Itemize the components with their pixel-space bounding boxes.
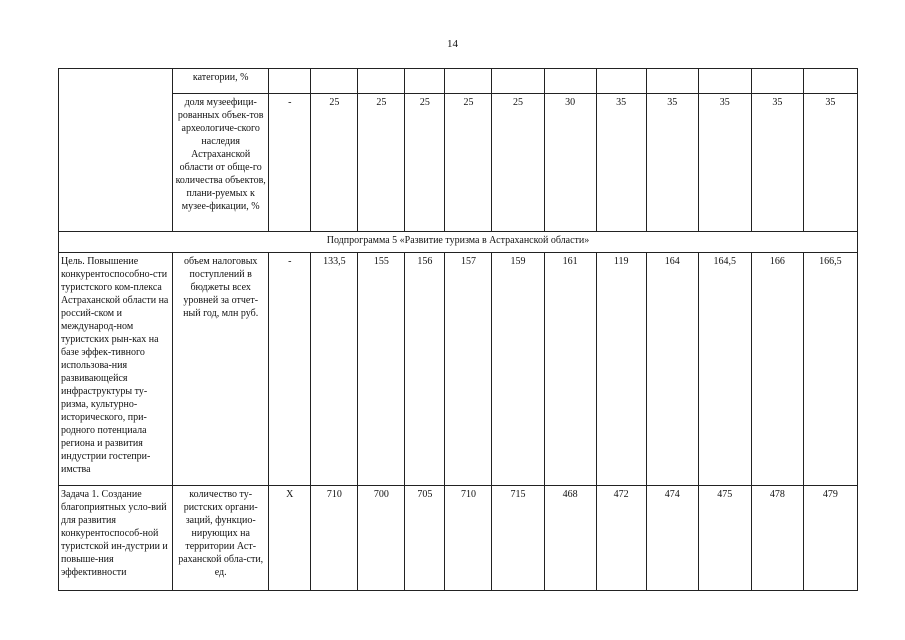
value-cell: 25 <box>405 94 445 232</box>
value-cell <box>803 69 857 94</box>
value-cell: - <box>269 253 311 486</box>
value-cell: 25 <box>445 94 492 232</box>
value-cell: 119 <box>596 253 646 486</box>
value-cell: 155 <box>358 253 405 486</box>
value-cell <box>311 69 358 94</box>
value-cell: 166,5 <box>803 253 857 486</box>
table-row <box>59 253 858 486</box>
value-cell: 157 <box>445 253 492 486</box>
indicators-table <box>58 68 858 591</box>
value-cell: 475 <box>698 486 751 591</box>
value-cell: 166 <box>751 253 803 486</box>
value-cell <box>269 69 311 94</box>
value-cell: 164 <box>646 253 698 486</box>
value-cell: 159 <box>492 253 544 486</box>
indicator-cell: объем налоговых поступлений в бюджеты всех уровней за отчет-ный год, млн руб. <box>173 253 269 486</box>
value-cell: 35 <box>803 94 857 232</box>
value-cell: 156 <box>405 253 445 486</box>
indicator-cell: количество ту-ристских органи-заций, функцио-нирующих на территории Аст-раханской обла-сти, ед. <box>173 486 269 591</box>
value-cell: 133,5 <box>311 253 358 486</box>
value-cell: 478 <box>751 486 803 591</box>
subprogram-row <box>59 232 858 253</box>
value-cell: 705 <box>405 486 445 591</box>
value-cell <box>751 69 803 94</box>
table-row <box>59 94 858 232</box>
value-cell: 35 <box>646 94 698 232</box>
table-row <box>59 486 858 591</box>
value-cell <box>358 69 405 94</box>
value-cell: 710 <box>445 486 492 591</box>
value-cell: 474 <box>646 486 698 591</box>
value-cell <box>405 69 445 94</box>
indicator-cell: категории, % <box>173 69 269 94</box>
value-cell: 479 <box>803 486 857 591</box>
value-cell <box>492 69 544 94</box>
value-cell <box>698 69 751 94</box>
value-cell: 35 <box>698 94 751 232</box>
value-cell <box>445 69 492 94</box>
goal-cell <box>59 69 173 232</box>
value-cell: 25 <box>492 94 544 232</box>
value-cell: 25 <box>358 94 405 232</box>
value-cell: 35 <box>751 94 803 232</box>
goal-cell: Задача 1. Создание благоприятных усло-вий для развития конкурентоспособ-ной туристской ин-дустрии и повыше-ния эффективности <box>59 486 173 591</box>
page-number: 14 <box>447 38 458 50</box>
value-cell: 700 <box>358 486 405 591</box>
value-cell: 468 <box>544 486 596 591</box>
value-cell: 30 <box>544 94 596 232</box>
value-cell: X <box>269 486 311 591</box>
table-row <box>59 69 858 94</box>
goal-cell: Цель. Повышение конкурентоспособно-сти туристского ком-плекса Астраханской области на россий-ском и международ-ном туристских рын-ках на базе эффек-тивного использова-ния развивающейся инфраструктуры ту-ризма, культурно-исторического, при-родного потенциала региона и развития индустрии гостепри-имства <box>59 253 173 486</box>
value-cell: 25 <box>311 94 358 232</box>
value-cell: - <box>269 94 311 232</box>
indicator-cell: доля музеефици-рованных объек-тов археологиче-ского наследия Астраханской области от обще-го количества объектов, плани-руемых к музее-фикации, % <box>173 94 269 232</box>
value-cell <box>646 69 698 94</box>
value-cell: 164,5 <box>698 253 751 486</box>
value-cell: 161 <box>544 253 596 486</box>
value-cell: 35 <box>596 94 646 232</box>
value-cell <box>596 69 646 94</box>
value-cell: 715 <box>492 486 544 591</box>
subprogram-title: Подпрограмма 5 «Развитие туризма в Астраханской области» <box>59 232 858 253</box>
value-cell: 472 <box>596 486 646 591</box>
value-cell <box>544 69 596 94</box>
value-cell: 710 <box>311 486 358 591</box>
